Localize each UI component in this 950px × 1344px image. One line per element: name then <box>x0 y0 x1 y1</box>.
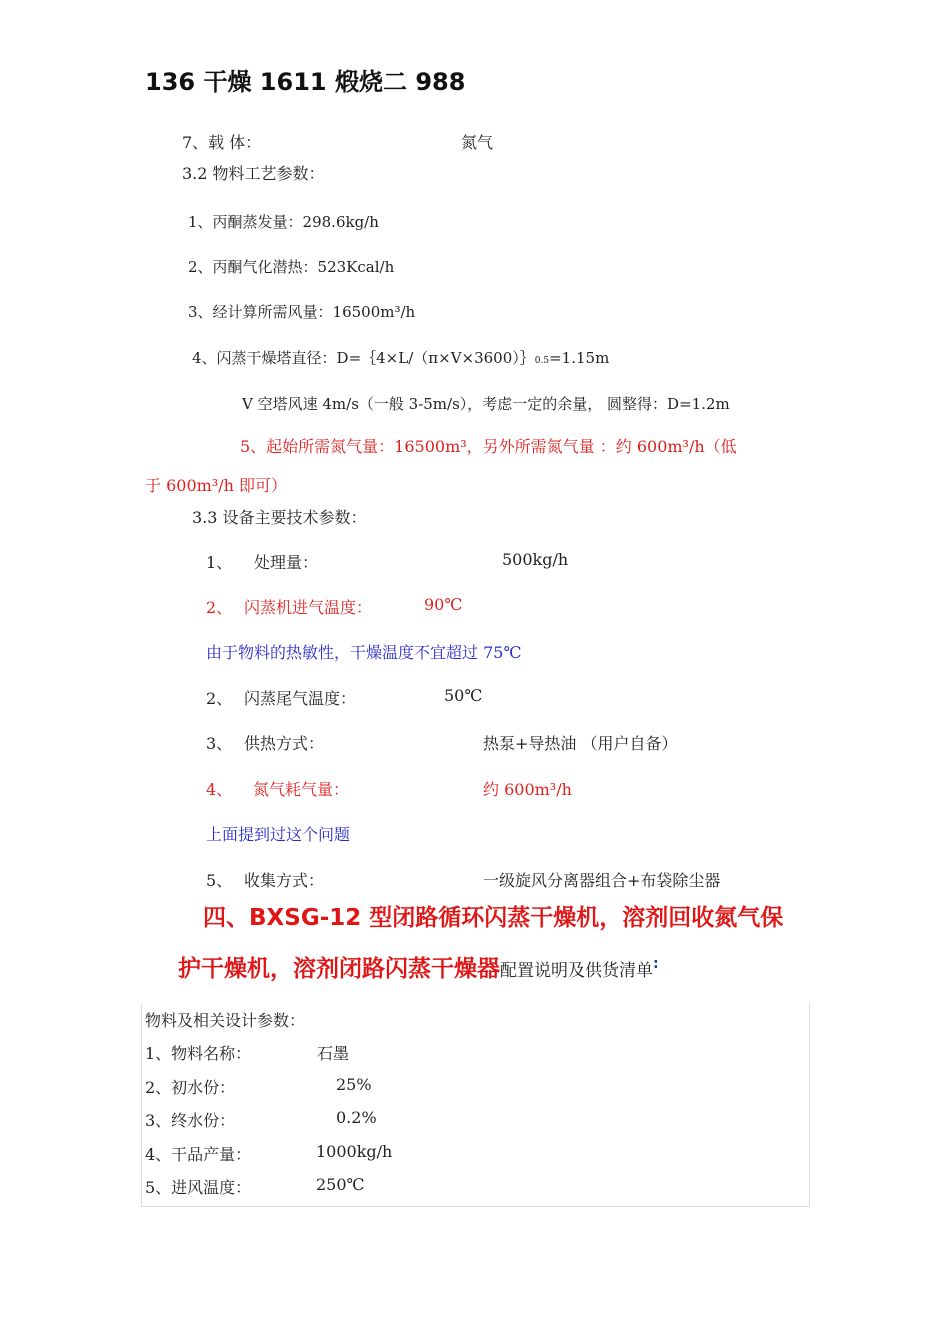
param-air-volume: 3、经计算所需风量：16500m³/h <box>188 303 416 321</box>
row-value: 500kg/h <box>502 550 569 569</box>
design-param-value: 石墨 <box>317 1044 350 1063</box>
section-4-heading-suffix: 配置说明及供货清单 <box>500 961 653 981</box>
row-label: 处理量： <box>254 553 319 572</box>
row-num: 4、 <box>206 780 233 799</box>
section-3-2-heading: 3.2 物料工艺参数： <box>182 164 325 183</box>
row-value: 90℃ <box>424 595 463 614</box>
section-4-heading-line1: 四、BXSG-12 型闭路循环闪蒸干燥机，溶剂回收氮气保 <box>203 905 784 931</box>
diameter-exponent: 0.5 <box>534 356 550 366</box>
param-latent-heat: 2、丙酮气化潜热：523Kcal/h <box>188 258 395 276</box>
nitrogen-requirement-line1: 5、起始所需氮气量：16500m³，另外所需氮气量 ：约 600m³/h（低 <box>240 437 737 456</box>
row-value: 50℃ <box>444 686 483 705</box>
design-param-label: 1、物料名称： <box>145 1044 252 1063</box>
design-param-value: 0.2% <box>336 1108 377 1127</box>
row-num: 2、 <box>206 598 233 617</box>
row-num: 3、 <box>206 734 233 753</box>
carrier-label: 7、载 体： <box>182 133 262 152</box>
nitrogen-requirement-line2: 于 600m³/h 即可） <box>145 476 287 495</box>
param-acetone-evaporation: 1、丙酮蒸发量：298.6kg/h <box>188 213 379 231</box>
design-param-value: 250℃ <box>316 1175 365 1194</box>
design-param-label: 2、初水份： <box>145 1078 236 1097</box>
row-label: 闪蒸尾气温度： <box>244 689 357 708</box>
row-value: 一级旋风分离器组合+布袋除尘器 <box>483 871 721 890</box>
param-air-speed: V 空塔风速 4m/s（一般 3-5m/s），考虑一定的余量， 圆整得：D=1.2m <box>242 395 730 413</box>
section-4-heading-colon: : <box>653 956 659 972</box>
row-num: 2、 <box>206 689 233 708</box>
diameter-result: =1.15m <box>549 349 610 367</box>
row-num: 1、 <box>206 553 233 572</box>
row-label: 氮气耗气量： <box>253 780 350 799</box>
row-num: 5、 <box>206 871 233 890</box>
page-title: 136 干燥 1611 煅烧二 988 <box>145 68 466 96</box>
design-param-label: 3、终水份： <box>145 1111 236 1130</box>
row-label: 收集方式： <box>244 871 325 890</box>
row-value: 约 600m³/h <box>483 780 572 799</box>
design-param-value: 1000kg/h <box>316 1142 393 1161</box>
row-value: 热泵+导热油 （用户自备） <box>483 734 678 753</box>
design-param-label: 5、进风温度： <box>145 1178 252 1197</box>
section-4-heading-line2 <box>178 950 659 983</box>
carrier-value: 氮气 <box>461 133 494 152</box>
design-params-heading: 物料及相关设计参数： <box>145 1011 306 1030</box>
diameter-formula: 4、闪蒸干燥塔直径：D=｛4×L/（π×V×3600）｝ <box>192 349 535 367</box>
design-param-value: 25% <box>336 1075 372 1094</box>
design-param-label: 4、干品产量： <box>145 1145 252 1164</box>
note-heat-sensitivity: 由于物料的热敏性，干燥温度不宜超过 75℃ <box>206 643 522 662</box>
note-mentioned-above: 上面提到过这个问题 <box>206 825 351 844</box>
row-label: 闪蒸机进气温度： <box>244 598 373 617</box>
param-tower-diameter <box>192 347 609 368</box>
section-4-heading-red: 护干燥机，溶剂闭路闪蒸干燥器 <box>178 956 500 982</box>
row-label: 供热方式： <box>244 734 325 753</box>
section-3-3-heading: 3.3 设备主要技术参数： <box>192 508 367 527</box>
